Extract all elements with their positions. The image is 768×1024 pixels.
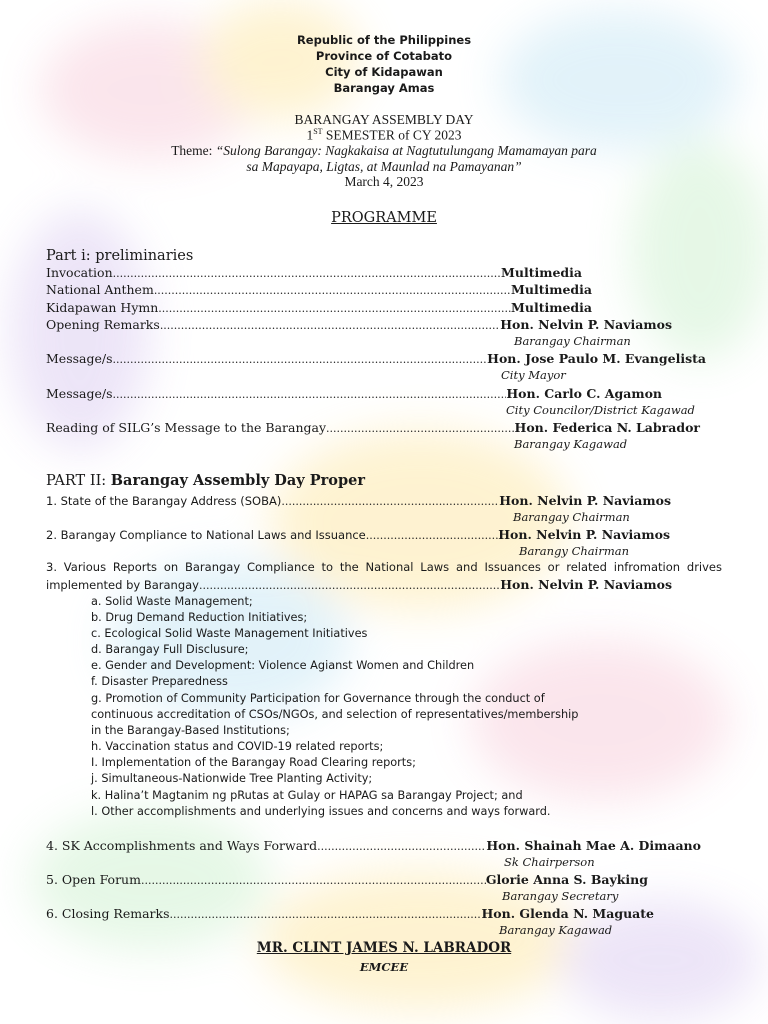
part1-heading: Part i: preliminaries xyxy=(46,248,194,264)
leader-dots xyxy=(317,840,486,853)
report-list-item: c. Ecological Solid Waste Management Initiatives xyxy=(91,627,368,640)
item-role: Barangy Chairman xyxy=(519,544,629,558)
item-role: Barangay Kagawad xyxy=(499,923,613,937)
item-person: Multimedia xyxy=(511,300,592,315)
report-list-item: h. Vaccination status and COVID-19 related reports; xyxy=(91,740,384,753)
item-role: Barangay Secretary xyxy=(502,889,619,903)
item-label: Message/s xyxy=(46,351,113,366)
event-theme-line2 xyxy=(0,159,768,175)
event-title: BARANGAY ASSEMBLY DAY xyxy=(294,112,474,127)
report-list-item: I. Implementation of the Barangay Road Clearing reports; xyxy=(91,756,416,769)
programme-item-various-reports xyxy=(46,577,672,592)
emcee-title: EMCEE xyxy=(359,960,409,974)
report-list-item: l. Other accomplishments and underlying issues and concerns and ways forward. xyxy=(91,805,551,818)
programme-item-opening-remarks xyxy=(46,317,672,332)
item-person: Hon. Carlo C. Agamon xyxy=(506,386,662,401)
item-person: Hon. Federica N. Labrador xyxy=(514,420,700,435)
programme-title: PROGRAMME xyxy=(331,210,437,226)
item-label: National Anthem xyxy=(46,282,154,297)
event-date: March 4, 2023 xyxy=(344,174,424,189)
report-list-item: d. Barangay Full Disclusure; xyxy=(91,643,249,656)
leader-dots xyxy=(281,495,499,508)
item-label: 4. SK Accomplishments and Ways Forward xyxy=(46,838,318,853)
item-label: 6. Closing Remarks xyxy=(46,906,170,921)
item-label: Reading of SILG’s Message to the Barangay xyxy=(46,420,327,435)
item-role: City Councilor/District Kagawad xyxy=(506,403,695,417)
leader-dots xyxy=(158,302,511,315)
report-list-item: k. Halina’t Magtanim ng pRutas at Gulay or HAPAG sa Barangay Project; and xyxy=(91,789,523,802)
report-list-item: continuous accreditation of CSOs/NGOs, and selection of representatives/membership xyxy=(91,708,579,721)
semester-superscript: ST xyxy=(313,127,323,136)
part2-heading-prefix: PART II: xyxy=(46,473,111,489)
item-label: Opening Remarks xyxy=(46,317,160,332)
header-republic: Republic of the Philippines xyxy=(296,33,472,47)
leader-dots xyxy=(113,267,501,280)
leader-dots xyxy=(154,284,511,297)
leader-dots xyxy=(326,422,515,435)
report-list-item: g. Promotion of Community Participation for Governance through the conduct of xyxy=(91,692,545,705)
event-theme-line1 xyxy=(0,143,768,159)
programme-item-compliance xyxy=(46,527,670,542)
item-person: Hon. Jose Paulo M. Evangelista xyxy=(487,351,706,366)
item-person: Hon. Nelvin P. Naviamos xyxy=(500,577,672,592)
report-list-item: j. Simultaneous-Nationwide Tree Planting Activity; xyxy=(91,772,373,785)
header-city: City of Kidapawan xyxy=(325,65,443,79)
item-label: 1. State of the Barangay Address (SOBA) xyxy=(46,494,282,508)
programme-item-open-forum xyxy=(46,872,648,887)
emcee-name: MR. CLINT JAMES N. LABRADOR xyxy=(256,940,512,956)
programme-item-message-councilor xyxy=(46,386,662,401)
report-list-item: in the Barangay-Based Institutions; xyxy=(91,724,290,737)
leader-dots xyxy=(141,874,486,887)
semester-ordinal: 1 xyxy=(306,127,314,143)
programme-item-various-reports-line1: 3. Various Reports on Barangay Compliance to the National Laws and Issuances or related infromation drives xyxy=(46,560,722,574)
item-label: implemented by Barangay xyxy=(46,578,199,592)
leader-dots xyxy=(170,908,482,921)
leader-dots xyxy=(113,388,507,401)
item-person: Hon. Nelvin P. Naviamos xyxy=(500,317,672,332)
event-semester xyxy=(0,127,768,144)
leader-dots xyxy=(160,319,500,332)
programme-item-national-anthem xyxy=(46,282,592,297)
item-person: Hon. Nelvin P. Naviamos xyxy=(499,493,671,508)
programme-item-invocation xyxy=(46,265,582,280)
item-person: Hon. Glenda N. Maguate xyxy=(481,906,654,921)
item-role: City Mayor xyxy=(501,368,566,382)
item-role: Sk Chairperson xyxy=(504,855,595,869)
report-list-item: b. Drug Demand Reduction Initiatives; xyxy=(91,611,308,624)
programme-item-soba xyxy=(46,493,671,508)
item-person: Glorie Anna S. Bayking xyxy=(485,872,648,887)
semester-rest: SEMESTER of CY 2023 xyxy=(322,127,462,143)
item-label: Invocation xyxy=(46,265,113,280)
item-person: Multimedia xyxy=(501,265,582,280)
report-list-item: f. Disaster Preparedness xyxy=(91,675,228,688)
part2-heading-title: Barangay Assembly Day Proper xyxy=(110,472,365,489)
item-role: Barangay Chairman xyxy=(514,334,631,348)
theme-text-line2: sa Mapayapa, Ligtas, at Maunlad na Pamayanan” xyxy=(246,159,522,174)
item-person: Hon. Nelvin P. Naviamos xyxy=(498,527,670,542)
theme-label: Theme: xyxy=(171,143,216,158)
part2-heading xyxy=(46,472,365,489)
item-role: Barangay Chairman xyxy=(513,510,630,524)
header-province: Province of Cotabato xyxy=(315,49,453,63)
leader-dots xyxy=(199,579,500,592)
item-label: 5. Open Forum xyxy=(46,872,141,887)
item-label: Message/s xyxy=(46,386,113,401)
programme-item-kidapawan-hymn xyxy=(46,300,592,315)
programme-item-closing-remarks xyxy=(46,906,654,921)
programme-item-sk xyxy=(46,838,701,853)
programme-item-silg-message xyxy=(46,420,700,435)
leader-dots xyxy=(366,529,498,542)
programme-item-message-mayor xyxy=(46,351,706,366)
item-label: Kidapawan Hymn xyxy=(46,300,159,315)
leader-dots xyxy=(113,353,488,366)
item-role: Barangay Kagawad xyxy=(514,437,628,451)
item-person: Multimedia xyxy=(511,282,592,297)
header-barangay: Barangay Amas xyxy=(333,81,435,95)
theme-text-line1: “Sulong Barangay: Nagkakaisa at Nagtutulungang Mamamayan para xyxy=(215,143,597,158)
report-list-item: e. Gender and Development: Violence Agianst Women and Children xyxy=(91,659,475,672)
item-person: Hon. Shainah Mae A. Dimaano xyxy=(486,838,701,853)
report-list-item: a. Solid Waste Management; xyxy=(91,595,253,608)
item-label: 2. Barangay Compliance to National Laws and Issuance xyxy=(46,528,366,542)
